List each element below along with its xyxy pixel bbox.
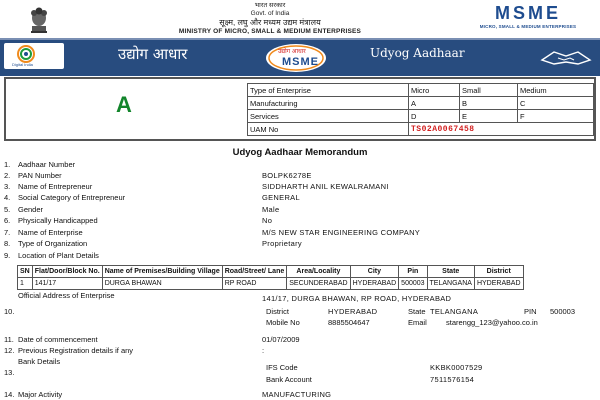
- item-number: 5.: [4, 205, 11, 214]
- item-value: GENERAL: [262, 193, 300, 202]
- state-label: State: [408, 307, 426, 316]
- list-item: [0, 228, 600, 238]
- previous-registration-value: :: [262, 346, 265, 355]
- bank-account-value: 7511576154: [430, 375, 475, 384]
- table-header: SN: [18, 266, 33, 278]
- district-value: HYDERABAD: [328, 307, 378, 316]
- table-cell: TELANGANA: [427, 278, 474, 290]
- enterprise-type-table: [247, 83, 594, 136]
- table-cell: Micro: [409, 84, 460, 97]
- email-label: Email: [408, 318, 427, 327]
- digital-india-text: Digital India: [12, 62, 33, 67]
- ministry-english: MINISTRY OF MICRO, SMALL & MEDIUM ENTERPRISES: [178, 28, 362, 35]
- table-header: State: [427, 266, 474, 278]
- table-cell: 500003: [399, 278, 427, 290]
- bank-account-label: Bank Account: [266, 375, 312, 384]
- table-cell: A: [409, 97, 460, 110]
- table-header: Flat/Door/Block No.: [32, 266, 102, 278]
- table-cell: E: [460, 110, 518, 123]
- mobile-label: Mobile No: [266, 318, 300, 327]
- national-emblem-icon: [28, 4, 50, 34]
- table-header: District: [474, 266, 523, 278]
- uam-number: TS02A0067458: [409, 123, 594, 136]
- ministry-hindi: सूक्ष्म, लघु और मध्यम उद्यम मंत्रालय: [219, 18, 321, 27]
- table-cell: Type of Enterprise: [248, 84, 409, 97]
- gov-hindi: भारत सरकार: [254, 2, 286, 9]
- table-cell: F: [518, 110, 594, 123]
- item-number: 2.: [4, 171, 11, 180]
- table-row: [248, 110, 594, 123]
- item-number: 8.: [4, 239, 11, 248]
- item-label: Social Category of Entrepreneur: [18, 193, 126, 202]
- list-item: [0, 239, 600, 249]
- item-label: Name of Enterprise: [18, 228, 83, 237]
- table-header: Road/Street/ Lane: [222, 266, 287, 278]
- uam-label: UAM No: [248, 123, 409, 136]
- item-number: 7.: [4, 228, 11, 237]
- item-label: Location of Plant Details: [18, 251, 99, 260]
- table-cell: DURGA BHAWAN: [102, 278, 222, 290]
- office-address-label: Official Address of Enterprise: [18, 291, 115, 300]
- item-value: BOLPK6278E: [262, 171, 312, 180]
- table-cell: Manufacturing: [248, 97, 409, 110]
- table-cell: C: [518, 97, 594, 110]
- msme-logo: [458, 2, 598, 29]
- item-number: 1.: [4, 160, 11, 169]
- bank-number: 13.: [4, 368, 15, 377]
- banner-title-english: Udyog Aadhaar: [370, 46, 465, 60]
- list-item: [0, 193, 600, 203]
- table-header: Pin: [399, 266, 427, 278]
- ifs-label: IFS Code: [266, 363, 298, 372]
- table-cell: HYDERABAD: [350, 278, 399, 290]
- table-cell: B: [460, 97, 518, 110]
- badge-bottom-text: MSME: [282, 56, 319, 68]
- gov-english: Govt. of India: [250, 10, 290, 17]
- office-address: 141/17, DURGA BHAWAN, RP ROAD, HYDERABAD: [262, 294, 452, 303]
- item-value: Proprietary: [262, 239, 302, 248]
- table-cell: D: [409, 110, 460, 123]
- table-cell: SECUNDERABAD: [287, 278, 350, 290]
- table-row: [18, 278, 524, 290]
- item-label: PAN Number: [18, 171, 62, 180]
- item-label: Type of Organization: [18, 239, 88, 248]
- enterprise-category-letter: A: [116, 92, 132, 117]
- item-label: Physically Handicapped: [18, 216, 98, 225]
- office-number: 10.: [4, 307, 15, 316]
- pin-value: 500003: [550, 307, 576, 316]
- district-label: District: [266, 307, 289, 316]
- commencement-number: 11.: [4, 335, 14, 344]
- table-cell: Services: [248, 110, 409, 123]
- handshake-icon: [538, 44, 594, 70]
- item-value: SIDDHARTH ANIL KEWALRAMANI: [262, 182, 389, 191]
- table-row: [248, 97, 594, 110]
- item-value: Male: [262, 205, 280, 214]
- item-value: No: [262, 216, 273, 225]
- mobile-value: 8885504647: [328, 318, 370, 327]
- table-row: [248, 123, 594, 136]
- table-header: Name of Premises/Building Village: [102, 266, 222, 278]
- major-activity-value: MANUFACTURING: [262, 390, 332, 399]
- table-cell: RP ROAD: [222, 278, 287, 290]
- ifs-value: KKBK0007529: [430, 363, 483, 372]
- table-header: City: [350, 266, 399, 278]
- list-item: [0, 205, 600, 215]
- pin-label: PIN: [524, 307, 537, 316]
- table-cell: Medium: [518, 84, 594, 97]
- udyog-aadhaar-badge: [264, 43, 328, 73]
- major-activity-number: 14.: [4, 390, 15, 399]
- list-item: [0, 251, 600, 261]
- plant-location-table: [17, 265, 524, 290]
- badge-top-text: उद्योग आधार: [278, 48, 306, 55]
- previous-registration-label: Previous Registration details if any: [18, 346, 134, 355]
- commencement-label: Date of commencement: [18, 335, 98, 344]
- previous-registration-number: 12.: [4, 346, 15, 355]
- list-item: [0, 216, 600, 226]
- item-number: 6.: [4, 216, 11, 225]
- commencement-value: 01/07/2009: [262, 335, 300, 344]
- table-cell: 141/17: [32, 278, 102, 290]
- table-header: Area/Locality: [287, 266, 350, 278]
- msme-logo-sub: MICRO, SMALL & MEDIUM ENTERPRISES: [479, 24, 577, 29]
- msme-logo-text: MSME: [495, 3, 561, 23]
- item-number: 4.: [4, 193, 11, 202]
- table-row: [248, 84, 594, 97]
- item-label: Aadhaar Number: [18, 160, 76, 169]
- table-row: [18, 266, 524, 278]
- item-label: Name of Entrepreneur: [18, 182, 93, 191]
- item-number: 3.: [4, 182, 11, 191]
- table-cell: HYDERABAD: [474, 278, 523, 290]
- government-header: [120, 2, 420, 36]
- email-value: starengg_123@yahoo.co.in: [446, 318, 538, 327]
- banner-title-hindi: उद्योग आधार: [118, 45, 188, 63]
- table-cell: Small: [460, 84, 518, 97]
- memorandum-title: Udyog Aadhaar Memorandum: [232, 147, 368, 158]
- table-cell: 1: [18, 278, 33, 290]
- bank-details-label: Bank Details: [18, 357, 61, 366]
- item-number: 9.: [4, 251, 11, 260]
- item-label: Gender: [18, 205, 44, 214]
- list-item: [0, 171, 600, 181]
- state-value: TELANGANA: [430, 307, 479, 316]
- major-activity-label: Major Activity: [18, 390, 63, 399]
- list-item: [0, 182, 600, 192]
- item-value: M/S NEW STAR ENGINEERING COMPANY: [262, 228, 421, 237]
- list-item: [0, 160, 600, 170]
